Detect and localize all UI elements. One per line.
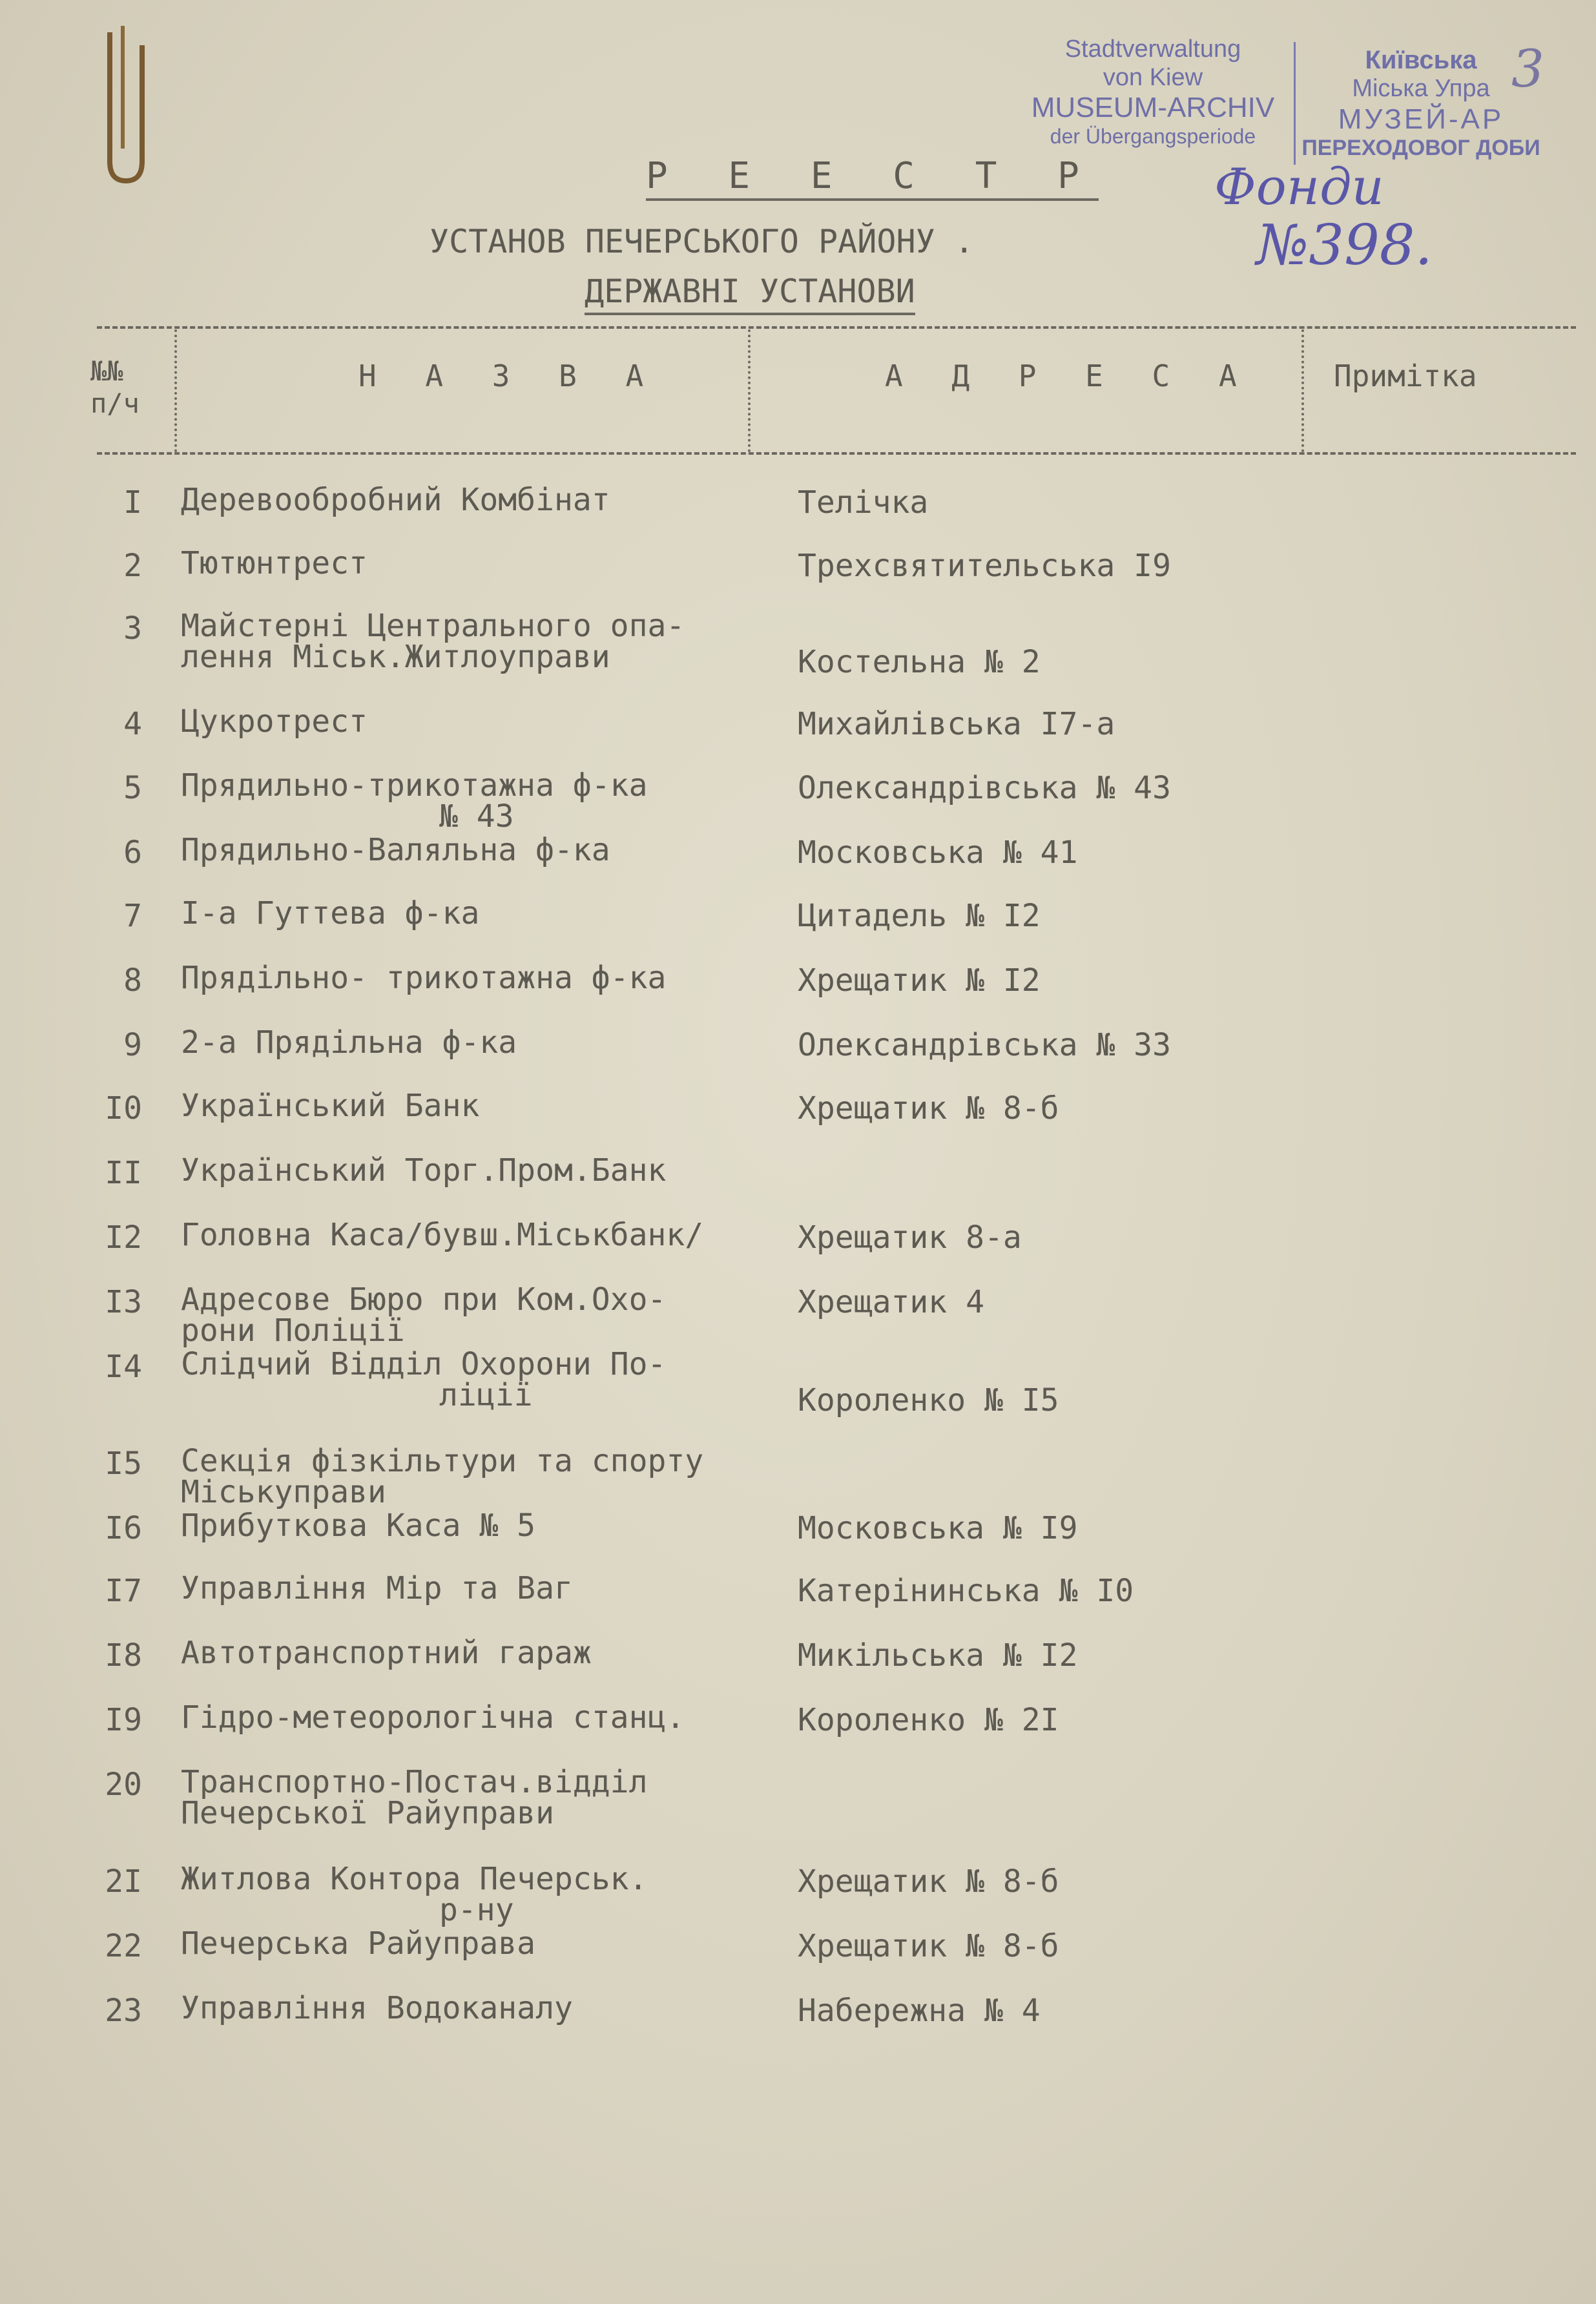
row-number: 2 bbox=[123, 548, 142, 584]
row-number: 22 bbox=[105, 1928, 142, 1964]
handwritten-fond-label: Фонди bbox=[1214, 158, 1384, 216]
row-name-line: Тютюнтрест bbox=[181, 545, 368, 581]
row-name-line: Цукротрест bbox=[181, 703, 368, 740]
row-name-line: Печерської Райуправи bbox=[181, 1795, 554, 1831]
column-header-address: А Д Р Е С А bbox=[885, 358, 1252, 393]
row-number: 2I bbox=[105, 1863, 142, 1900]
paper-clip-icon bbox=[97, 19, 155, 187]
row-address: Михайлівська I7-а bbox=[798, 706, 1115, 742]
handwritten-fond-number: №398. bbox=[1256, 213, 1433, 278]
row-address: Катерінинська № I0 bbox=[798, 1573, 1134, 1609]
row-name-line: Прядильно-Валяльна ф-ка bbox=[181, 832, 610, 868]
row-name-line: Міськуправи bbox=[181, 1474, 386, 1510]
document-subtitle: УСТАНОВ ПЕЧЕРСЬКОГО РАЙОНУ . bbox=[430, 223, 974, 260]
row-name-line: № 43 bbox=[439, 798, 514, 835]
stamp-line: МУЗЕЙ-АР bbox=[1338, 103, 1504, 135]
row-number: I3 bbox=[105, 1284, 142, 1320]
row-name-line: Секція фізкільтури та спорту bbox=[181, 1443, 704, 1479]
row-number: I bbox=[123, 484, 142, 521]
row-address: Московська № 41 bbox=[798, 835, 1078, 871]
row-name bbox=[181, 767, 648, 835]
row-number: 7 bbox=[123, 898, 142, 934]
row-number: 5 bbox=[123, 770, 142, 806]
table-top-rule bbox=[97, 326, 1576, 329]
row-number: I4 bbox=[105, 1349, 142, 1385]
row-number: II bbox=[105, 1155, 142, 1191]
row-number: I0 bbox=[105, 1090, 142, 1126]
row-address: Московська № I9 bbox=[798, 1510, 1078, 1546]
row-name-line: Головна Каса/бувш.Міськбанк/ bbox=[181, 1217, 704, 1253]
row-number: 9 bbox=[123, 1027, 142, 1063]
row-address: Хрещатик № 8-б bbox=[798, 1090, 1059, 1126]
row-address: Олександрівська № 43 bbox=[798, 770, 1171, 806]
row-name-line: лення Міськ.Житлоуправи bbox=[181, 639, 610, 675]
row-name bbox=[181, 1925, 536, 1962]
row-number: I5 bbox=[105, 1446, 142, 1482]
stamp-line: ПЕРЕХОДОВОГ ДОБИ bbox=[1301, 136, 1540, 161]
row-name bbox=[181, 1570, 573, 1606]
row-name bbox=[181, 482, 610, 518]
row-name-line: Слідчий Відділ Охорони По- bbox=[181, 1346, 667, 1382]
row-number: 6 bbox=[123, 835, 142, 871]
row-address: Хрещатик № 8-б bbox=[798, 1863, 1059, 1900]
row-name-line: Прядильно-трикотажна ф-ка bbox=[181, 767, 648, 804]
column-divider bbox=[1301, 329, 1304, 452]
row-number: 8 bbox=[123, 962, 142, 999]
stamp-line: der Übergangsperiode bbox=[1050, 124, 1256, 148]
row-number: 20 bbox=[105, 1767, 142, 1803]
row-name-line: р-ну bbox=[439, 1892, 514, 1928]
row-name bbox=[181, 832, 610, 868]
row-name-line: рони Поліції bbox=[181, 1313, 405, 1349]
row-name bbox=[181, 1764, 648, 1831]
row-name bbox=[181, 1088, 480, 1124]
row-name-line: Гідро-метеорологічна станц. bbox=[181, 1699, 685, 1736]
row-name bbox=[181, 1861, 648, 1928]
row-name bbox=[181, 1346, 667, 1413]
stamp-line: von Kiew bbox=[1103, 63, 1203, 91]
row-name-line: I-а Гуттева ф-ка bbox=[181, 895, 480, 931]
row-name bbox=[181, 1508, 536, 1544]
row-number: 3 bbox=[123, 610, 142, 647]
stamp-line: MUSEUM-ARCHIV bbox=[1031, 92, 1275, 124]
row-name bbox=[181, 1024, 517, 1061]
row-name bbox=[181, 1635, 592, 1671]
row-name-line: ліції bbox=[439, 1377, 533, 1413]
row-name bbox=[181, 703, 439, 740]
row-address: Трехсвятительська I9 bbox=[798, 548, 1171, 584]
row-name bbox=[181, 545, 439, 581]
row-number: 23 bbox=[105, 1993, 142, 2029]
row-address: Олександрівська № 33 bbox=[798, 1027, 1171, 1063]
row-name-line: Адресове Бюро при Ком.Охо- bbox=[181, 1282, 667, 1318]
row-address: Хрещатик № 8-б bbox=[798, 1928, 1059, 1964]
document-title: Р Е Е С Т Р bbox=[646, 155, 1099, 201]
archive-stamp-ukrainian bbox=[1298, 45, 1544, 161]
sheet-number: 3 bbox=[1511, 39, 1544, 99]
row-name bbox=[181, 1219, 703, 1251]
stamp-line: Міська Упра bbox=[1352, 75, 1490, 102]
row-name bbox=[181, 608, 685, 675]
row-address: Телічка bbox=[798, 484, 929, 521]
column-header-note: Примітка bbox=[1334, 358, 1477, 393]
row-address: Хрещатик 4 bbox=[798, 1284, 984, 1320]
row-name-line: Деревообробний Комбінат bbox=[181, 482, 610, 518]
row-name-line: Управління Водоканалу bbox=[181, 1990, 573, 2026]
column-header-name: Н А З В А bbox=[358, 358, 659, 393]
row-name-line: Прибуткова Каса № 5 bbox=[181, 1508, 536, 1544]
row-name-line: Печерська Райуправа bbox=[181, 1925, 536, 1962]
row-name bbox=[181, 1152, 667, 1188]
row-name-line: Автотранспортний гараж bbox=[181, 1635, 592, 1671]
row-name-line: Український Банк bbox=[181, 1088, 480, 1124]
column-header-number: №№ п/ч bbox=[90, 355, 140, 420]
table-header-rule bbox=[97, 452, 1576, 455]
row-address: Короленко № 2I bbox=[798, 1702, 1059, 1738]
row-address: Костельна № 2 bbox=[798, 644, 1041, 680]
column-divider bbox=[748, 329, 751, 452]
row-name bbox=[181, 895, 480, 931]
row-address: Микільська № I2 bbox=[798, 1637, 1078, 1674]
row-name-line: Управління Мір та Ваг bbox=[181, 1570, 573, 1606]
row-name bbox=[181, 1282, 667, 1349]
row-number: I7 bbox=[105, 1573, 142, 1609]
row-address: Хрещатик № I2 bbox=[798, 962, 1041, 999]
row-number: I9 bbox=[105, 1702, 142, 1738]
row-name bbox=[181, 1699, 685, 1736]
row-name-line: Майстерні Центрального опа- bbox=[181, 608, 685, 644]
column-divider bbox=[174, 329, 177, 452]
row-number: I2 bbox=[105, 1219, 142, 1256]
row-name-line: Транспортно-Постач.відділ bbox=[181, 1764, 648, 1800]
row-address: Цитадель № I2 bbox=[798, 898, 1041, 934]
row-name-line: Прядільно- трикотажна ф-ка bbox=[181, 960, 667, 996]
row-address: Хрещатик 8-а bbox=[798, 1219, 1022, 1256]
archive-stamp-german bbox=[1011, 36, 1295, 149]
row-name-line: 2-а Прядільна ф-ка bbox=[181, 1024, 517, 1061]
row-name-line: Український Торг.Пром.Банк bbox=[181, 1152, 667, 1188]
row-number: 4 bbox=[123, 706, 142, 742]
stamp-line: Київська bbox=[1365, 46, 1477, 74]
stamp-divider bbox=[1294, 42, 1296, 165]
row-name bbox=[181, 1990, 573, 2026]
row-name bbox=[181, 1443, 704, 1510]
stamp-line: Stadtverwaltung bbox=[1064, 36, 1241, 63]
document-section-title: ДЕРЖАВНІ УСТАНОВИ bbox=[585, 273, 915, 315]
row-number: I6 bbox=[105, 1510, 142, 1546]
row-name bbox=[181, 960, 667, 996]
row-name-line: Житлова Контора Печерськ. bbox=[181, 1861, 648, 1897]
row-address: Набережна № 4 bbox=[798, 1993, 1041, 2029]
row-number: I8 bbox=[105, 1637, 142, 1674]
row-address: Короленко № I5 bbox=[798, 1382, 1059, 1418]
